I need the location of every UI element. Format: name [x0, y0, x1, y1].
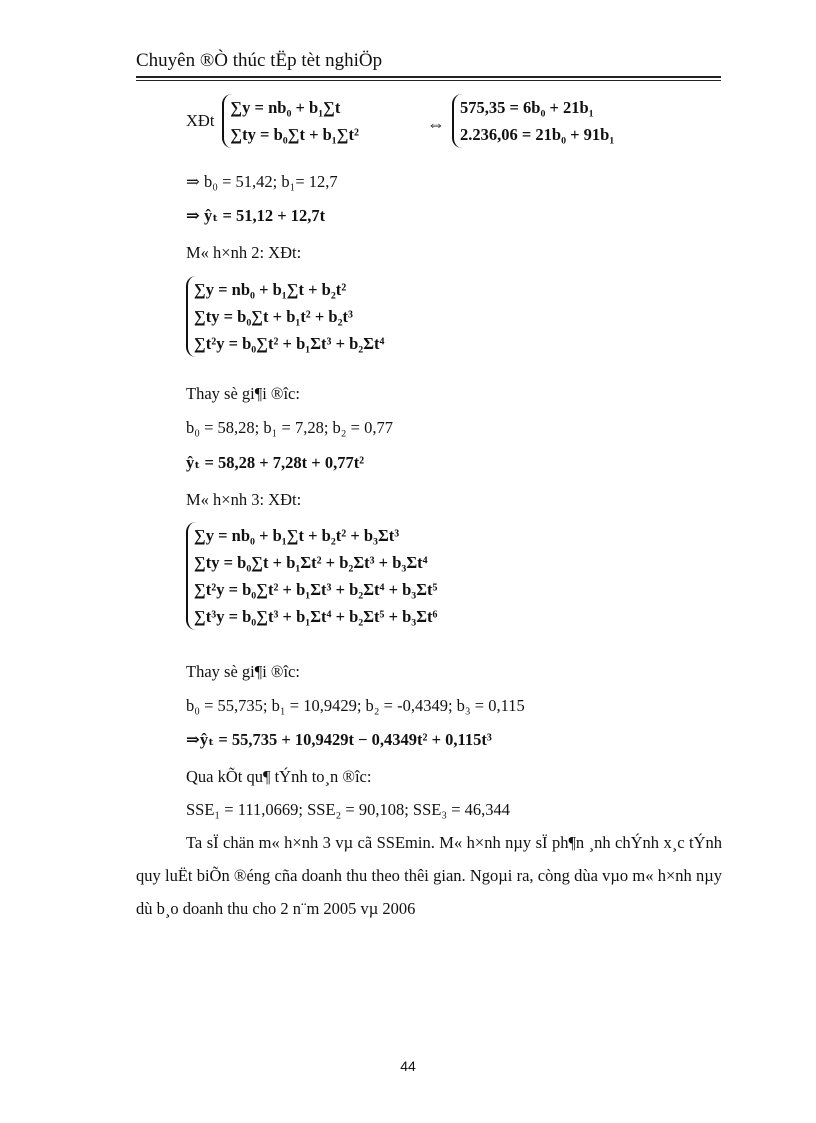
model-3-heading: M« h×nh 3: XÐt: [186, 490, 302, 509]
regression-equation-2: ŷₜ = 58,28 + 7,28t + 0,77t² [186, 453, 365, 472]
system-2-row: ∑ty = b₀∑t + b₁t² + b₂t³ [194, 307, 353, 326]
system-1-numeric-row: 575,35 = 6b₀ + 21b₁ [460, 98, 594, 117]
substitution-line-1: Thay sè gi¶i ®îc: [186, 384, 300, 403]
system-1-numeric-row: 2.236,06 = 21b₀ + 91b₁ [460, 125, 615, 144]
header-rule-thick [136, 76, 721, 78]
substitution-line-2: Thay sè gi¶i ®îc: [186, 662, 300, 681]
equation-system-3 [186, 522, 437, 630]
equation-system-1-numeric [452, 94, 614, 148]
page-header [136, 50, 721, 81]
system-3-row: ∑t³y = b₀∑t³ + b₁Σt⁴ + b₂Σt⁵ + b₃Σt⁶ [194, 607, 438, 626]
system-2-row: ∑t²y = b₀∑t² + b₁Σt³ + b₂Σt⁴ [194, 334, 385, 353]
coefficients-line-1: ⇒ b₀ = 51,42; b₁= 12,7 [186, 172, 338, 191]
regression-equation-1: ⇒ ŷₜ = 51,12 + 12,7t [186, 206, 326, 225]
page-number: 44 [400, 1058, 416, 1074]
equation-system-1 [186, 94, 359, 148]
system-1-row: ∑ty = b₀∑t + b₁∑t² [230, 125, 359, 144]
system-3-rows [186, 522, 437, 630]
system-3-row: ∑t²y = b₀∑t² + b₁Σt³ + b₂Σt⁴ + b₃Σt⁵ [194, 580, 438, 599]
results-intro: Qua kÕt qu¶ tÝnh to¸n ®îc: [186, 767, 372, 786]
model-2-heading: M« h×nh 2: XÐt: [186, 243, 302, 262]
coefficients-line-3: b₀ = 55,735; b₁ = 10,9429; b₂ = -0,4349; b₃ = 0,115 [186, 696, 525, 715]
header-rule-thin [136, 80, 721, 81]
system-2-rows [186, 276, 384, 357]
conclusion-paragraph: Ta sÏ chän m« h×nh 3 vµ cã SSEmin. M« h×nh nµy sÏ ph¶n ¸nh chÝnh x¸c tÝnh quy luËt biÕn ®éng cña doanh thu theo thêi gian. Ngoµi ra, còng dùa vµo m« h×nh nµy dù b¸o doanh thu cho 2 n¨m 2005 vµ 2006 [136, 833, 722, 918]
sse-values: SSE₁ = 111,0669; SSE₂ = 90,108; SSE₃ = 46,344 [186, 800, 511, 819]
equivalence-arrow-icon: ⇔ [427, 114, 445, 134]
coefficients-line-2: b₀ = 58,28; b₁ = 7,28; b₂ = 0,77 [186, 418, 393, 437]
system-2-row: ∑y = nb₀ + b₁∑t + b₂t² [194, 280, 347, 299]
header-title: Chuyên ®Ò thúc tËp tèt nghiÖp [136, 50, 383, 71]
equation-system-2 [186, 276, 384, 357]
system-1-row: ∑y = nb₀ + b₁∑t [230, 98, 341, 117]
regression-equation-3: ⇒ŷₜ = 55,735 + 10,9429t − 0,4349t² + 0,115t³ [186, 730, 492, 749]
system-1-label: XÐt [186, 111, 215, 130]
system-1-numeric-rows [452, 94, 614, 148]
system-1-rows [222, 94, 359, 148]
system-3-row: ∑y = nb₀ + b₁∑t + b₂t² + b₃Σt³ [194, 526, 400, 545]
system-3-row: ∑ty = b₀∑t + b₁Σt² + b₂Σt³ + b₃Σt⁴ [194, 553, 428, 572]
